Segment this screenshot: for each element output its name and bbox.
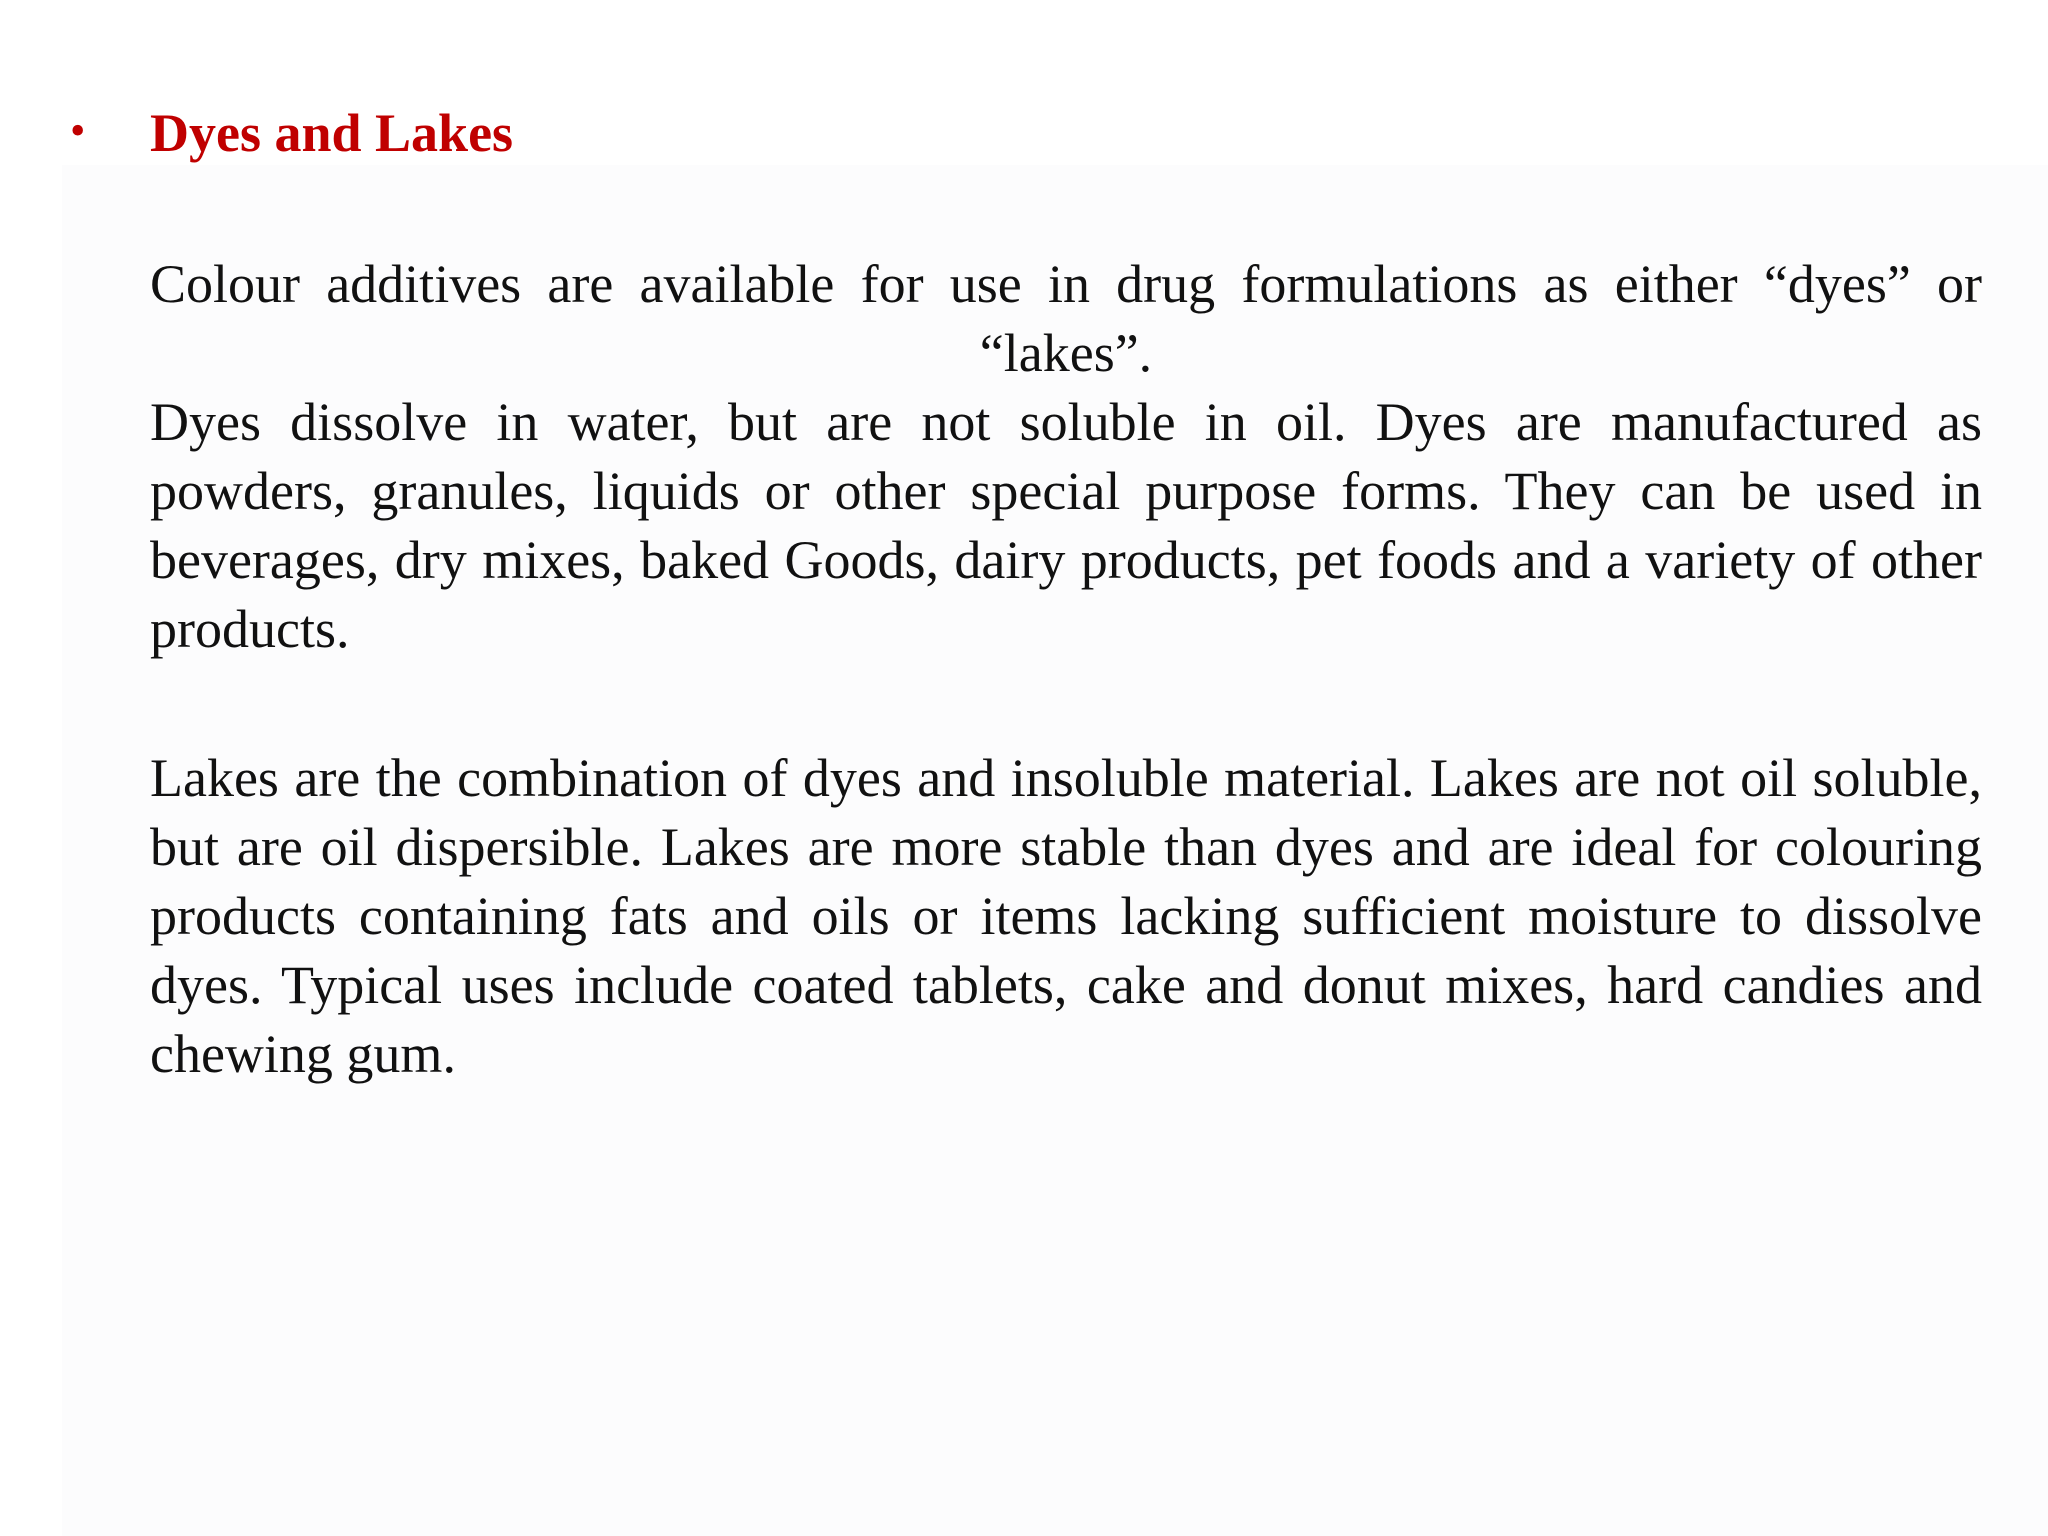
slide-heading: Dyes and Lakes [150,103,514,163]
paragraph-dyes: Dyes dissolve in water, but are not soluble in oil. Dyes are manufactured as powders, granules, liquids or other special purpose forms. They can be used in beverages, dry mixes, baked Goods, dairy products, pet foods and a variety of other products. [150,392,1982,659]
paragraph-intro: Colour additives are available for use in drug formulations as either “dyes” or “lakes”. [150,254,1982,383]
bullet-icon: • [70,106,86,155]
heading-row [70,98,513,168]
paragraph-lakes: Lakes are the combination of dyes and insoluble material. Lakes are not oil soluble, but are oil dispersible. Lakes are more stable than dyes and are ideal for colouring products containing fats and oils or items lacking sufficient moisture to dissolve dyes. Typical uses include coated tablets, cake and donut mixes, hard candies and chewing gum. [150,748,1982,1084]
